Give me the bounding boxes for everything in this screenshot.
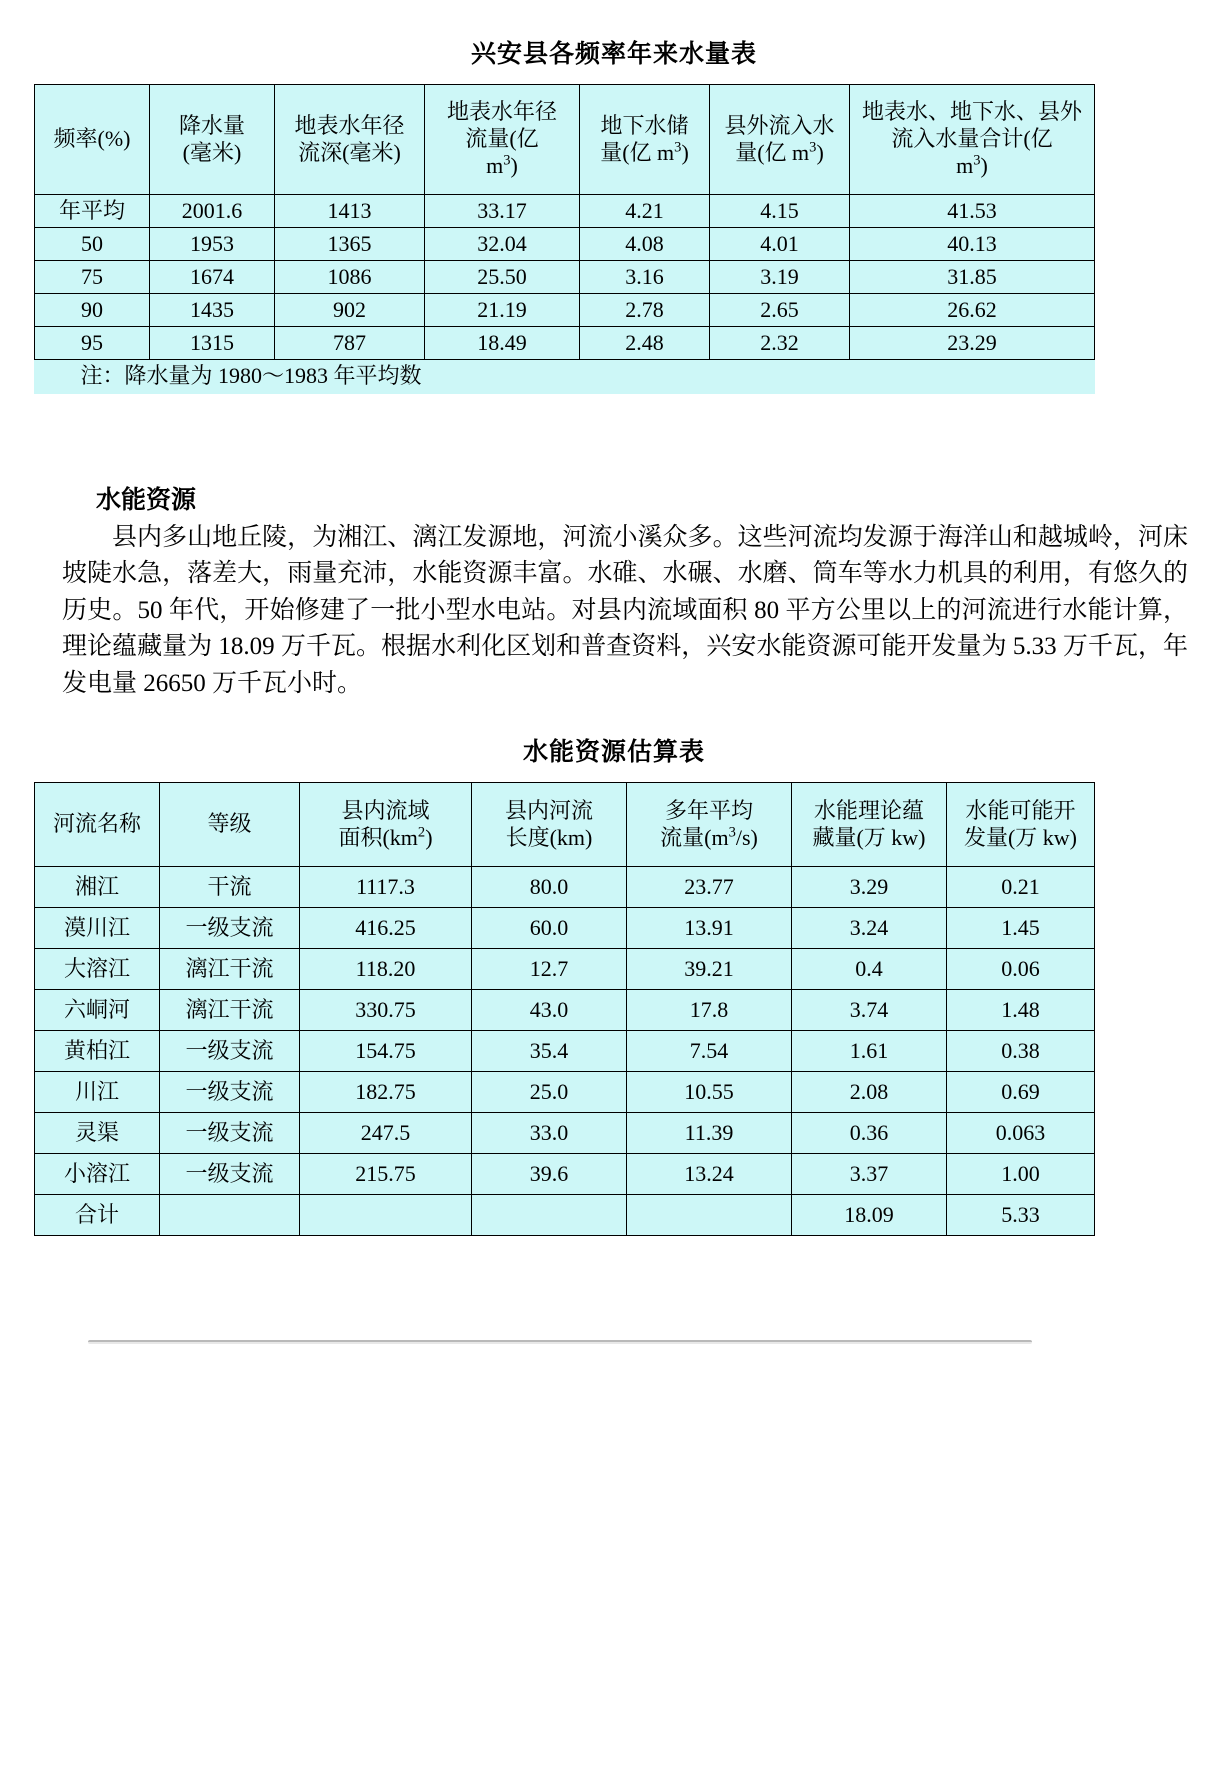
table-cell: 3.19	[710, 261, 850, 294]
table1-col-groundwater	[580, 85, 710, 195]
table-cell: 23.77	[627, 867, 792, 908]
table2-col-basin-area	[300, 783, 472, 867]
section-heading-hydropower: 水能资源	[96, 486, 197, 514]
table-cell: 330.75	[300, 990, 472, 1031]
table-cell: 10.55	[627, 1072, 792, 1113]
table-cell	[160, 1195, 300, 1236]
table-cell: 118.20	[300, 949, 472, 990]
table-cell: 2.32	[710, 327, 850, 360]
table1-note-row	[35, 360, 1095, 394]
table1-container	[0, 84, 1228, 394]
table-cell: 2.48	[580, 327, 710, 360]
table2-header-row	[35, 783, 1095, 867]
table2-header	[35, 783, 1095, 867]
table-row	[35, 228, 1095, 261]
table1-col-inflow-line1: 县外流入水	[724, 112, 835, 138]
table2-title: 水能资源估算表	[522, 739, 705, 766]
table-cell: 40.13	[850, 228, 1095, 261]
table-cell: 4.21	[580, 195, 710, 228]
table-cell: 33.17	[425, 195, 580, 228]
table-cell: 0.69	[947, 1072, 1095, 1113]
table1-col-runoff-volume-line2: 流量(亿	[465, 126, 539, 152]
table-cell: 漓江干流	[160, 990, 300, 1031]
table-row	[35, 908, 1095, 949]
table-cell: 0.063	[947, 1113, 1095, 1154]
table2-col-theoretical-reserve	[792, 783, 947, 867]
table-cell: 1.45	[947, 908, 1095, 949]
table2-col-exploitable	[947, 783, 1095, 867]
table-cell: 39.6	[472, 1154, 627, 1195]
table-cell: 50	[35, 228, 150, 261]
table-cell: 787	[275, 327, 425, 360]
annual-water-yield-table	[34, 84, 1095, 394]
table-cell: 154.75	[300, 1031, 472, 1072]
table1-col-total-line2: 流入水量合计(亿	[891, 126, 1053, 152]
table-cell: 大溶江	[35, 949, 160, 990]
table-cell: 1.00	[947, 1154, 1095, 1195]
table1-col-groundwater-paren: )	[681, 139, 689, 165]
table2-col-mean-flow-line2: 流量(m	[660, 824, 729, 850]
table1-header-row	[35, 85, 1095, 195]
table-cell: 4.01	[710, 228, 850, 261]
table-row	[35, 990, 1095, 1031]
table-cell: 小溶江	[35, 1154, 160, 1195]
table2-col-mean-flow-sup: 3	[728, 824, 736, 841]
table1-col-precipitation-line1: 降水量	[178, 112, 245, 138]
table-cell: 215.75	[300, 1154, 472, 1195]
table2-title-wrapper	[0, 732, 1228, 768]
table-cell: 90	[35, 294, 150, 327]
table1-col-runoff-depth-line2: 流深(毫米)	[298, 139, 401, 165]
table-cell: 年平均	[35, 195, 150, 228]
table-cell: 1674	[150, 261, 275, 294]
footer-divider	[88, 1340, 1032, 1344]
table-cell: 1435	[150, 294, 275, 327]
table2-col-grade-label: 等级	[207, 811, 252, 837]
table2-container	[0, 782, 1228, 1236]
table2-col-mean-flow	[627, 783, 792, 867]
table-row	[35, 195, 1095, 228]
table-cell: 25.50	[425, 261, 580, 294]
table-cell: 7.54	[627, 1031, 792, 1072]
table-cell: 43.0	[472, 990, 627, 1031]
table1-col-precipitation	[150, 85, 275, 195]
table-cell: 0.4	[792, 949, 947, 990]
table-cell: 3.24	[792, 908, 947, 949]
table-cell: 1413	[275, 195, 425, 228]
table-cell: 3.74	[792, 990, 947, 1031]
table-cell: 2001.6	[150, 195, 275, 228]
table2-col-river-name-label: 河流名称	[52, 811, 141, 837]
table-cell: 一级支流	[160, 1113, 300, 1154]
table2-col-basin-area-sup: 2	[417, 824, 426, 841]
table-cell: 33.0	[472, 1113, 627, 1154]
table-cell: 25.0	[472, 1072, 627, 1113]
table2-col-mean-flow-unit: /s)	[735, 824, 758, 850]
table-row	[35, 294, 1095, 327]
table1-col-runoff-volume-unit: m	[486, 152, 504, 178]
table-cell: 13.24	[627, 1154, 792, 1195]
table-cell: 80.0	[472, 867, 627, 908]
table-cell	[300, 1195, 472, 1236]
table-row	[35, 1113, 1095, 1154]
table-cell: 1117.3	[300, 867, 472, 908]
table2-col-mean-flow-line1: 多年平均	[664, 797, 753, 823]
table-cell: 一级支流	[160, 1154, 300, 1195]
table2-col-basin-area-line2: 面积(km	[338, 824, 418, 850]
table-cell: 4.15	[710, 195, 850, 228]
table-cell: 一级支流	[160, 1072, 300, 1113]
table-row	[35, 327, 1095, 360]
section-paragraph-hydropower: 县内多山地丘陵，为湘江、漓江发源地，河流小溪众多。这些河流均发源于海洋山和越城岭，河床坡陡水急，落差大，雨量充沛，水能资源丰富。水碓、水碾、水磨、筒车等水力机具的利用，有悠久的历史。50 年代，开始修建了一批小型水电站。对县内流域面积 80 平方公里以上的河流进行水能计算，理论蕴藏量为 18.09 万千瓦。根据水利化区划和普查资料，兴安水能资源可能开发量为 5.33 万千瓦，年发电量 26650 万千瓦小时。	[62, 523, 1188, 697]
table2-col-river-name	[35, 783, 160, 867]
table-row	[35, 1195, 1095, 1236]
table1-col-groundwater-line1: 地下水储	[600, 112, 689, 138]
table2-col-theoretical-reserve-line2: 藏量(万 kw)	[812, 824, 926, 850]
table-cell: 2.78	[580, 294, 710, 327]
table-cell: 11.39	[627, 1113, 792, 1154]
table1-col-total	[850, 85, 1095, 195]
table2-col-river-length-line1: 县内河流	[504, 797, 593, 823]
table1-col-groundwater-line2: 量(亿 m	[600, 139, 675, 165]
table-cell: 18.49	[425, 327, 580, 360]
table1-col-total-line1: 地表水、地下水、县外	[861, 99, 1082, 125]
table1-col-runoff-depth-line1: 地表水年径	[294, 112, 405, 138]
table1-col-total-unit: m	[956, 152, 974, 178]
table-cell: 2.08	[792, 1072, 947, 1113]
table-cell: 1315	[150, 327, 275, 360]
table-cell: 1.48	[947, 990, 1095, 1031]
table-cell: 41.53	[850, 195, 1095, 228]
table-cell: 六峒河	[35, 990, 160, 1031]
table2-col-basin-area-line1: 县内流域	[341, 797, 430, 823]
table-cell: 0.38	[947, 1031, 1095, 1072]
document-page	[0, 34, 1228, 1772]
table-cell: 1365	[275, 228, 425, 261]
table-cell: 3.29	[792, 867, 947, 908]
table-cell: 35.4	[472, 1031, 627, 1072]
table-cell: 漠川江	[35, 908, 160, 949]
table1-col-frequency-label: 频率(%)	[53, 126, 131, 152]
table-cell: 合计	[35, 1195, 160, 1236]
table-cell: 3.16	[580, 261, 710, 294]
table-cell: 0.36	[792, 1113, 947, 1154]
table-cell: 60.0	[472, 908, 627, 949]
hydropower-estimate-table	[34, 782, 1095, 1236]
table-row	[35, 867, 1095, 908]
table-cell: 0.21	[947, 867, 1095, 908]
table1-body	[35, 195, 1095, 394]
table-cell: 75	[35, 261, 150, 294]
table-cell: 4.08	[580, 228, 710, 261]
table-cell: 13.91	[627, 908, 792, 949]
table1-col-frequency	[35, 85, 150, 195]
table-cell: 5.33	[947, 1195, 1095, 1236]
table-cell: 31.85	[850, 261, 1095, 294]
table-cell: 灵渠	[35, 1113, 160, 1154]
table-cell: 416.25	[300, 908, 472, 949]
table-cell: 1.61	[792, 1031, 947, 1072]
table-cell: 247.5	[300, 1113, 472, 1154]
table1-note: 注：降水量为 1980～1983 年平均数	[35, 360, 1095, 394]
table1-col-groundwater-sup: 3	[674, 139, 682, 156]
table1-col-runoff-volume-paren: )	[510, 152, 518, 178]
table-row	[35, 949, 1095, 990]
table-cell: 182.75	[300, 1072, 472, 1113]
table-cell: 0.06	[947, 949, 1095, 990]
table-cell: 12.7	[472, 949, 627, 990]
table-cell	[472, 1195, 627, 1236]
table2-col-theoretical-reserve-line1: 水能理论蕴	[813, 797, 924, 823]
table1-col-precipitation-line2: (毫米)	[182, 139, 242, 165]
table-cell: 一级支流	[160, 1031, 300, 1072]
table-cell	[627, 1195, 792, 1236]
table-cell: 1086	[275, 261, 425, 294]
table2-col-basin-area-paren: )	[425, 824, 433, 850]
table-cell: 1953	[150, 228, 275, 261]
table-cell: 18.09	[792, 1195, 947, 1236]
table1-col-runoff-depth	[275, 85, 425, 195]
table-cell: 21.19	[425, 294, 580, 327]
table-row	[35, 1031, 1095, 1072]
table-cell: 26.62	[850, 294, 1095, 327]
table-row	[35, 1154, 1095, 1195]
table1-col-runoff-volume-line1: 地表水年径	[446, 99, 557, 125]
table-cell: 17.8	[627, 990, 792, 1031]
table-row	[35, 1072, 1095, 1113]
hydropower-section	[0, 480, 1228, 703]
table-row	[35, 261, 1095, 294]
table-cell: 干流	[160, 867, 300, 908]
table1-col-inflow-paren: )	[816, 139, 824, 165]
table-cell: 湘江	[35, 867, 160, 908]
table-cell: 23.29	[850, 327, 1095, 360]
table2-col-river-length	[472, 783, 627, 867]
table-cell: 39.21	[627, 949, 792, 990]
table2-col-grade	[160, 783, 300, 867]
table1-header	[35, 85, 1095, 195]
table2-col-exploitable-line1: 水能可能开	[965, 797, 1076, 823]
table1-col-runoff-volume	[425, 85, 580, 195]
table1-col-runoff-volume-sup: 3	[503, 152, 511, 169]
table-cell: 2.65	[710, 294, 850, 327]
table-cell: 3.37	[792, 1154, 947, 1195]
table-cell: 黄柏江	[35, 1031, 160, 1072]
table-cell: 95	[35, 327, 150, 360]
table1-col-inflow-sup: 3	[809, 139, 817, 156]
table1-col-total-paren: )	[980, 152, 988, 178]
table-cell: 漓江干流	[160, 949, 300, 990]
table2-col-river-length-line2: 长度(km)	[505, 824, 593, 850]
table1-title-wrapper	[0, 34, 1228, 70]
table-cell: 32.04	[425, 228, 580, 261]
table1-col-total-sup: 3	[973, 152, 981, 169]
table1-col-inflow-line2: 量(亿 m	[735, 139, 810, 165]
table-cell: 一级支流	[160, 908, 300, 949]
table1-col-inflow	[710, 85, 850, 195]
table-cell: 川江	[35, 1072, 160, 1113]
table2-body	[35, 867, 1095, 1236]
table1-title: 兴安县各频率年来水量表	[470, 41, 757, 68]
table-cell: 902	[275, 294, 425, 327]
table2-col-exploitable-line2: 发量(万 kw)	[963, 824, 1078, 850]
